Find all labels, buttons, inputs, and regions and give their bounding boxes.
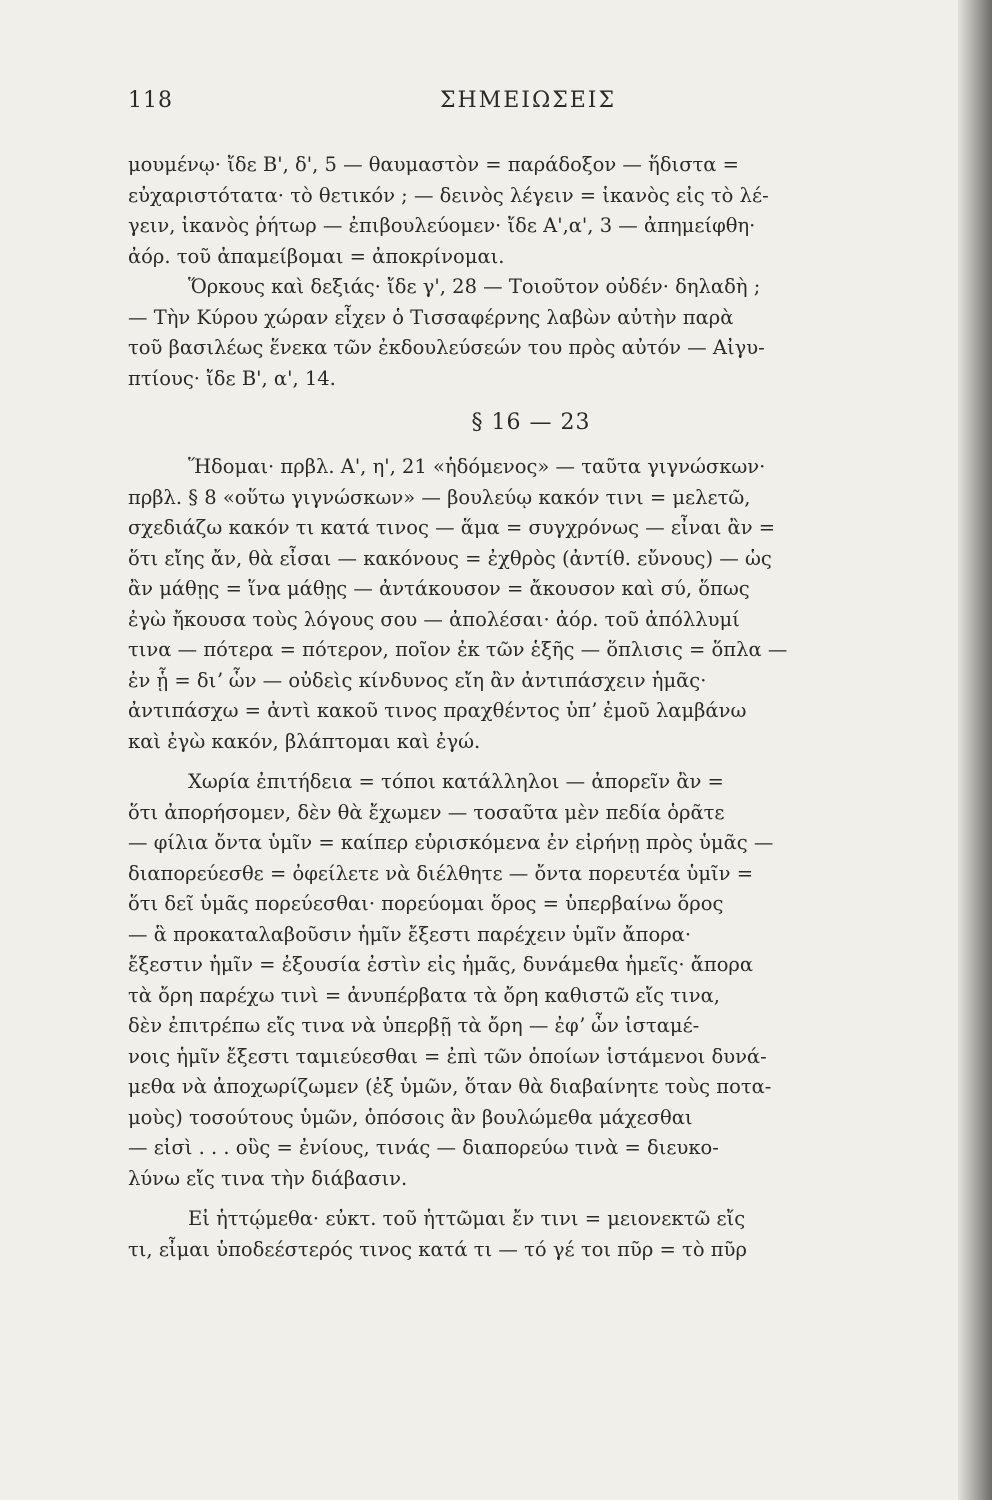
text-line: — φίλια ὄντα ὑμῖν = καίπερ εὑρισκόμενα ἐν εἰρήνῃ πρὸς ὑμᾶς — xyxy=(128,831,774,854)
text-line: — ἃ προκαταλαβοῦσιν ἡμῖν ἔξεστι παρέχειν ὑμῖν ἄπορα· xyxy=(128,922,692,946)
text-line: ἔξεστιν ἡμῖν = ἐξουσία ἐστὶν εἰς ἡμᾶς, δυνάμεθα ἡμεῖς· ἄπορα xyxy=(128,953,754,976)
text-line: μουμένῳ· ἴδε Β', δ', 5 — θαυμαστὸν = παράδοξον — ἥδιστα = xyxy=(128,153,740,176)
text-line: καὶ ἐγὼ κακόν, βλάπτομαι καὶ ἐγώ. xyxy=(128,729,481,753)
running-title: ΣΗΜΕΙΩΣΕΙΣ xyxy=(439,88,617,113)
text-line: γειν, ἱκανὸς ῥήτωρ — ἐπιβουλεύομεν· ἴδε Α',α', 3 — ἀπημείφθη· xyxy=(128,214,756,237)
notes-body xyxy=(128,150,934,1265)
page-edge-shadow xyxy=(958,0,992,1500)
text-line: πτίους· ἴδε Β', α', 14. xyxy=(128,366,336,390)
text-line: — εἰσὶ . . . οὓς = ἐνίους, τινάς — διαπορεύω τινὰ = διευκο- xyxy=(128,1136,719,1159)
text-line: πρβλ. § 8 «οὕτω γιγνώσκων» — βουλεύῳ κακόν τινι = μελετῶ, xyxy=(128,485,751,509)
text-line: τοῦ βασιλέως ἕνεκα τῶν ἐκδουλεύσεών του πρὸς αὐτόν — Αἰγυ- xyxy=(128,336,765,359)
text-line: Ὅρκους καὶ δεξιάς· ἴδε γ', 28 — Τοιοῦτον οὐδέν· δηλαδὴ ; xyxy=(188,275,761,298)
text-line: ἐγὼ ἤκουσα τοὺς λόγους σου — ἀπολέσαι· ἀόρ. τοῦ ἀπόλλυμί xyxy=(128,607,740,631)
text-line: ἐν ᾗ = διʼ ὧν — οὐδεὶς κίνδυνος εἴη ἂν ἀντιπάσχειν ἡμᾶς· xyxy=(128,668,707,692)
page-header xyxy=(128,88,928,128)
text-line: τι, εἶμαι ὑποδεέστερός τινος κατά τι — τό γέ τοι πῦρ = τὸ πῦρ xyxy=(128,1237,747,1261)
text-line: εὐχαριστότατα· τὸ θετικόν ; — δεινὸς λέγειν = ἱκανὸς εἰς τὸ λέ- xyxy=(128,183,769,207)
text-line: νοις ἡμῖν ἔξεστι ταμιεύεσθαι = ἐπὶ τῶν ὁποίων ἱστάμενοι δυνά- xyxy=(128,1044,767,1068)
text-line: ὅτι ἀπορήσομεν, δὲν θὰ ἔχωμεν — τοσαῦτα μὲν πεδία ὁρᾶτε xyxy=(128,800,725,824)
text-line: — Τὴν Κύρου χώραν εἶχεν ὁ Τισσαφέρνης λαβὼν αὐτὴν παρὰ xyxy=(128,305,734,329)
text-line: ὅτι δεῖ ὑμᾶς πορεύεσθαι· πορεύομαι ὅρος = ὑπερβαίνω ὅρος xyxy=(128,892,724,915)
text-line: Εἰ ἡττῴμεθα· εὐκτ. τοῦ ἡττῶμαι ἔν τινι = μειονεκτῶ εἴς xyxy=(188,1207,746,1230)
paragraph-gap xyxy=(128,757,934,767)
text-line: διαπορεύεσθε = ὀφείλετε νὰ διέλθητε — ὄντα πορευτέα ὑμῖν = xyxy=(128,861,754,885)
text-line: ἀόρ. τοῦ ἀπαμείβομαι = ἀποκρίνομαι. xyxy=(128,244,505,268)
paragraph-e xyxy=(128,1204,934,1265)
paragraph-gap xyxy=(128,1194,934,1204)
page-number: 118 xyxy=(128,88,173,113)
paragraph-c xyxy=(128,452,934,757)
text-line: τινα — πότερα = πότερον, ποῖον ἐκ τῶν ἑξῆς — ὅπλισις = ὅπλα — xyxy=(128,638,788,661)
text-line: λύνω εἴς τινα τὴν διάβασιν. xyxy=(128,1166,408,1190)
text-line: ὅτι εἴης ἄν, θὰ εἶσαι — κακόνους = ἐχθρὸς (ἀντίθ. εὔνους) — ὡς xyxy=(128,546,772,570)
text-line: τὰ ὄρη παρέχω τινὶ = ἀνυπέρβατα τὰ ὄρη καθιστῶ εἴς τινα, xyxy=(128,983,720,1007)
text-line: δὲν ἐπιτρέπω εἴς τινα νὰ ὑπερβῇ τὰ ὄρη — ἐφʼ ὧν ἱσταμέ- xyxy=(128,1014,700,1037)
paragraph-b xyxy=(128,272,934,394)
section-heading: § 16 — 23 xyxy=(471,410,591,435)
text-line: Χωρία ἐπιτήδεια = τόποι κατάλληλοι — ἀπορεῖν ἂν = xyxy=(188,770,724,793)
text-line: μοὺς) τοσούτους ὑμῶν, ὁπόσοις ἂν βουλώμεθα μάχεσθαι xyxy=(128,1105,693,1129)
text-line: ἀντιπάσχω = ἀντὶ κακοῦ τινος πραχθέντος ὑπʼ ἐμοῦ λαμβάνω xyxy=(128,699,747,722)
paragraph-d xyxy=(128,767,934,1194)
text-line: Ἥδομαι· πρβλ. Α', η', 21 «ἡδόμενος» — ταῦτα γιγνώσκων· xyxy=(188,455,766,478)
text-line: σχεδιάζω κακόν τι κατά τινος — ἅμα = συγχρόνως — εἶναι ἂν = xyxy=(128,516,776,539)
text-line: ἂν μάθῃς = ἵνα μάθῃς — ἀντάκουσον = ἄκουσον καὶ σύ, ὅπως xyxy=(128,577,750,600)
text-line: μεθα νὰ ἀποχωρίζωμεν (ἐξ ὑμῶν, ὅταν θὰ διαβαίνητε τοὺς ποτα- xyxy=(128,1075,772,1098)
paragraph-a xyxy=(128,150,934,272)
